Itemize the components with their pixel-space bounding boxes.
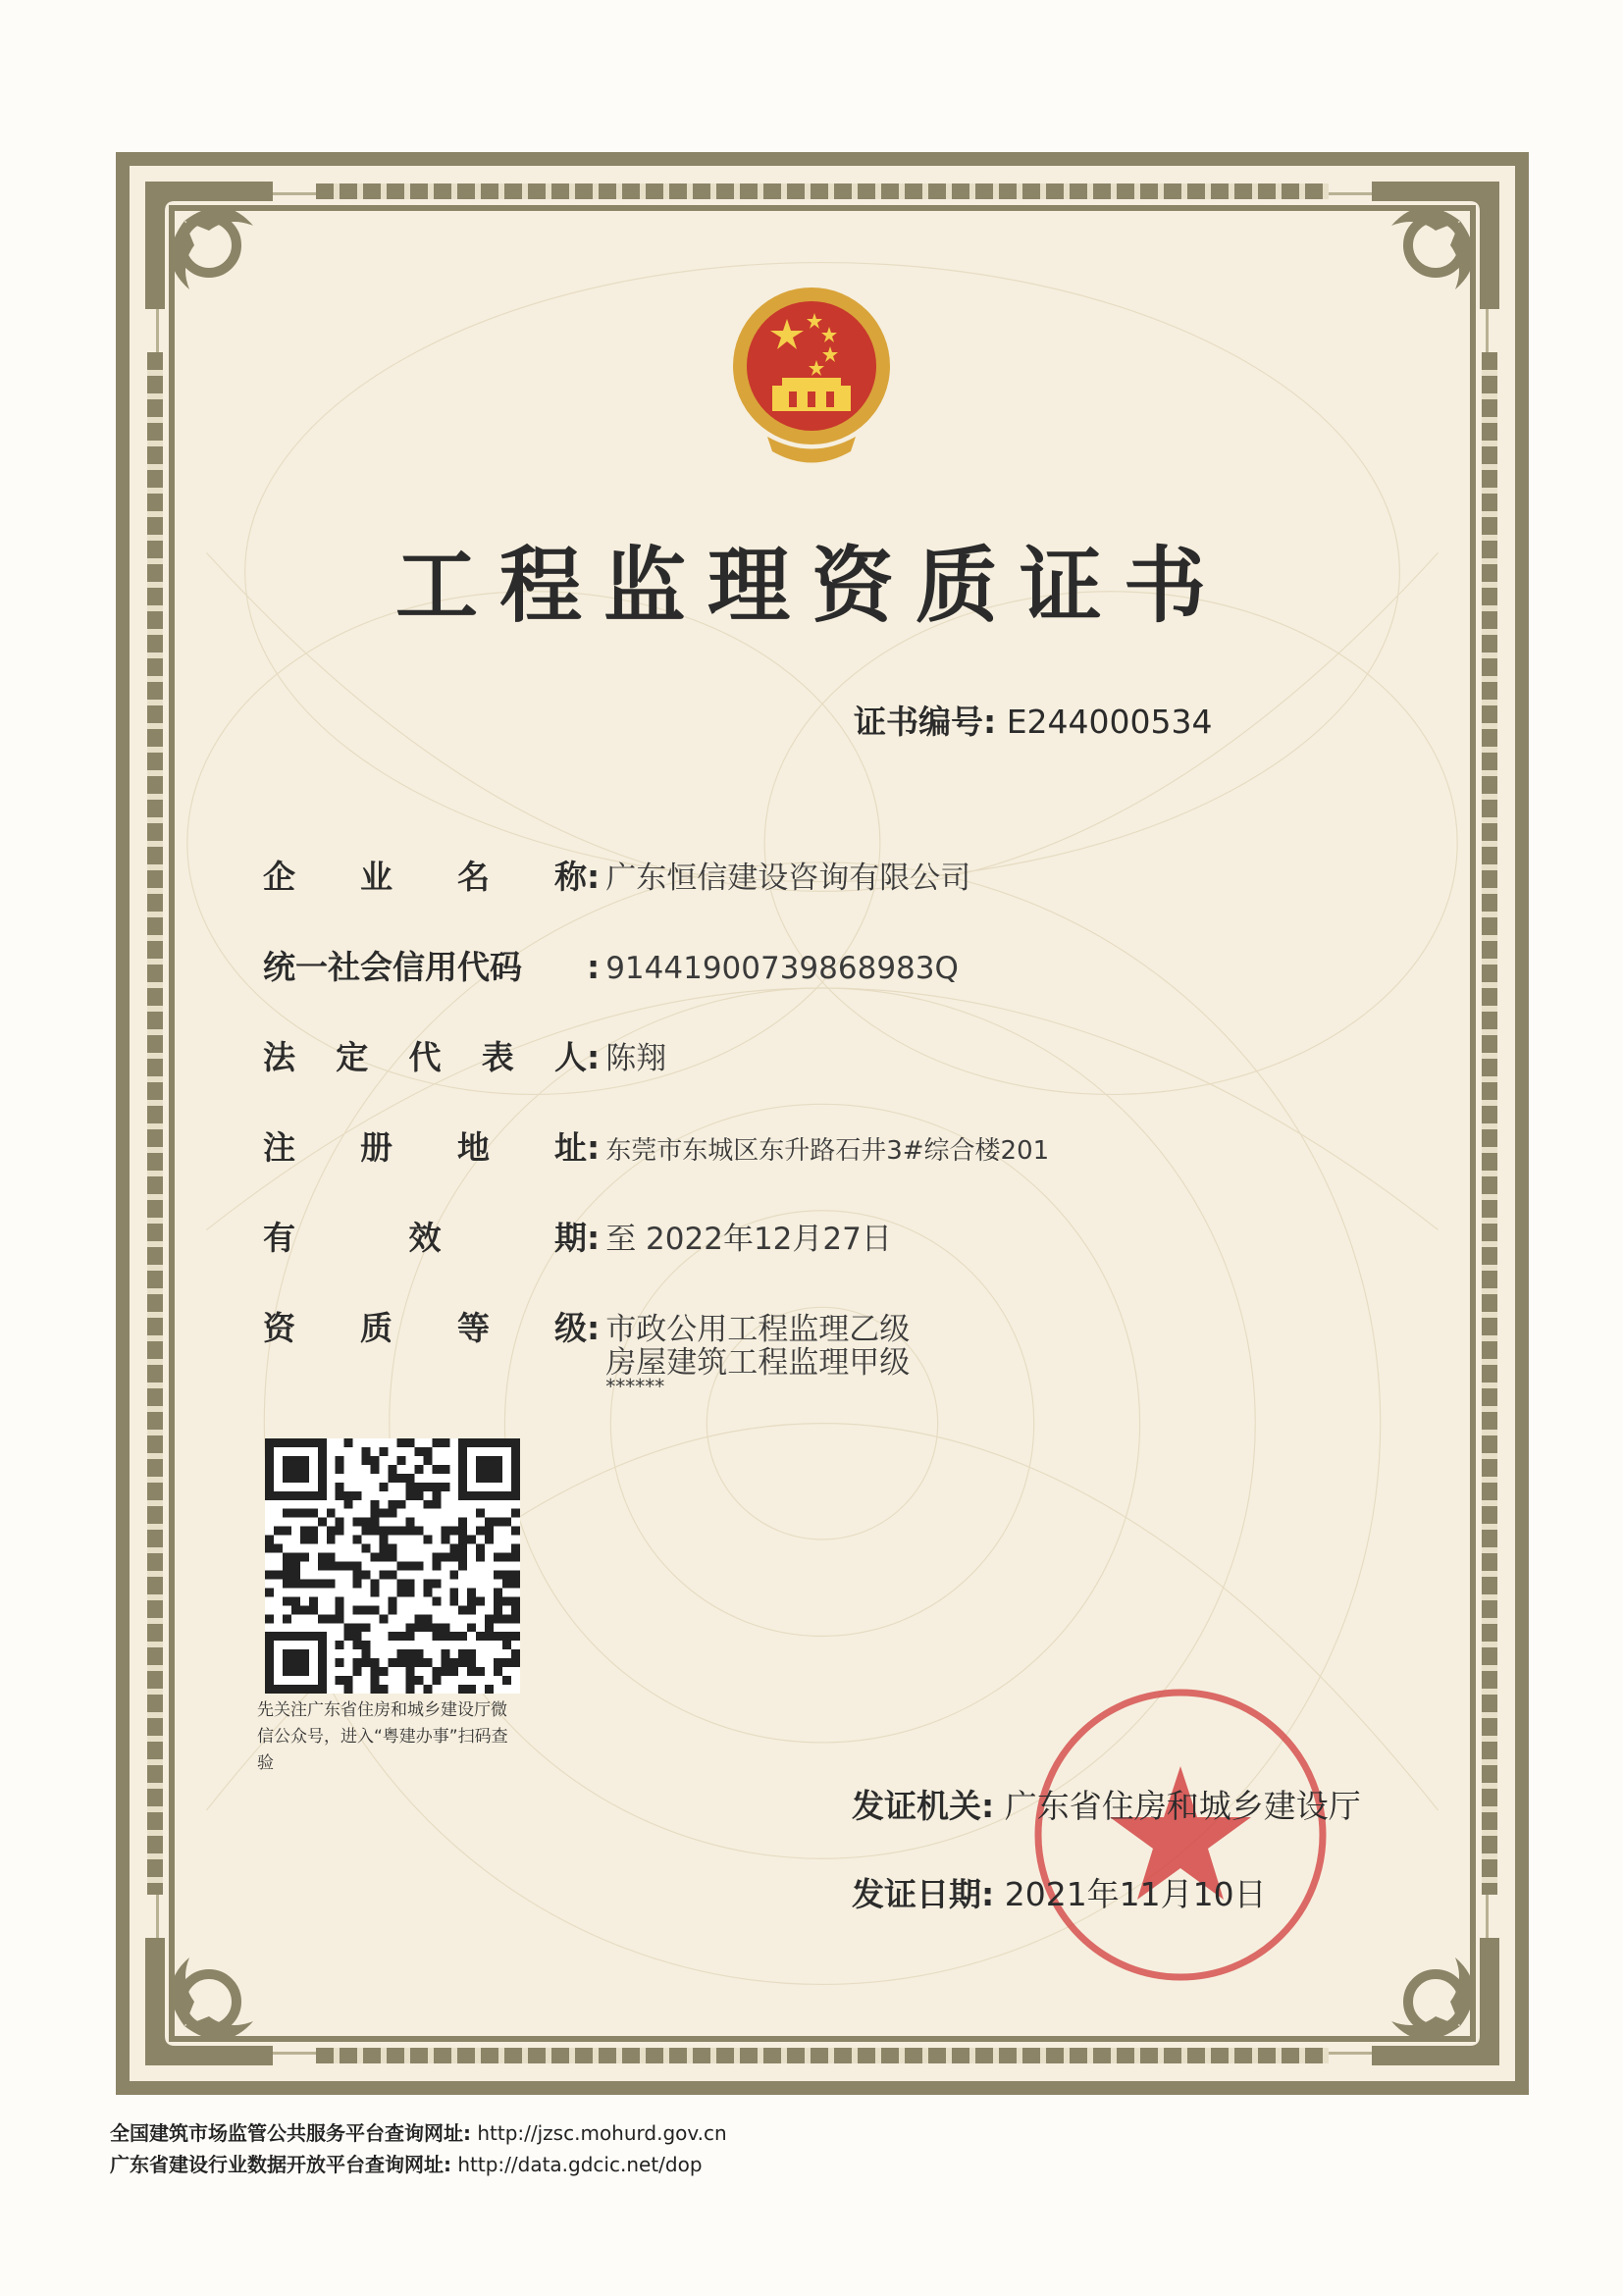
qualification-values [605,1312,911,1398]
national-emblem-icon [728,280,895,476]
field-credit-code: 统一社会信用代码 : 91441900739868983Q [263,942,959,988]
issuing-authority-label: 发证机关: [852,1787,995,1825]
footer-query-url: 广东省建设行业数据开放平台查询网址: http://data.gdcic.net/dop [110,2153,703,2176]
footer-query-url: 全国建筑市场监管公共服务平台查询网址: http://jzsc.mohurd.gov.cn [110,2121,727,2145]
corner-ornament-icon [1362,172,1509,319]
qr-instruction-text: 先关注广东省住房和城乡建设厅微信公众号，进入“粤建办事”扫码查验 [257,1700,508,1773]
field-label: 有 效 期 [263,1219,587,1257]
corner-ornament-icon [135,1928,283,2075]
field-label: 统一社会信用代码 [263,948,522,986]
footer-link[interactable]: http://data.gdcic.net/dop [457,2153,703,2176]
certificate-title: 工程监理资质证书 [394,538,1228,634]
field-value: 东莞市东城区东升路石井3#综合楼201 [605,1136,1050,1166]
qr-code-icon[interactable] [265,1438,520,1694]
border-band-bottom [316,2048,1329,2063]
field-value: 91441900739868983Q [605,951,959,986]
issuing-authority-value: 广东省住房和城乡建设厅 [1004,1787,1361,1825]
certificate-number [854,697,1213,743]
field-qualification: 资 质 等 级 : 市政公用工程监理乙级 房屋建筑工程监理甲级 ****** [263,1303,910,1393]
field-label: 资 质 等 级 [263,1309,587,1347]
field-label: 法 定 代 表 人 [263,1038,587,1076]
corner-ornament-icon [1362,1928,1509,2075]
field-company-name: 企 业 名 称 : 广东恒信建设咨询有限公司 [263,852,970,898]
qualification-line: 房屋建筑工程监理甲级 [605,1345,911,1381]
field-validity: 有 效 期 : 至 2022年12月27日 [263,1213,892,1259]
issue-date [852,1869,1267,1915]
issue-date-label: 发证日期: [852,1875,995,1913]
footer-link[interactable]: http://jzsc.mohurd.gov.cn [477,2121,727,2145]
qualification-terminator: ****** [605,1375,665,1398]
field-value: 广东恒信建设咨询有限公司 [605,861,971,896]
certificate-number-label: 证书编号: [854,703,997,741]
issue-date-value: 2021年11月10日 [1004,1875,1267,1913]
corner-ornament-icon [135,172,283,319]
certificate-number-value: E244000534 [1006,703,1213,741]
field-label: 企 业 名 称 [263,858,587,896]
field-label: 注 册 地 址 [263,1128,587,1167]
issuing-authority [852,1781,1361,1827]
official-seal-icon [1028,1683,1333,1987]
border-band-top [316,183,1329,199]
field-value: 陈翔 [605,1041,667,1076]
field-registered-address: 注 册 地 址 : 东莞市东城区东升路石井3#综合楼201 [263,1122,1049,1169]
qualification-line: 市政公用工程监理乙级 [605,1312,911,1347]
field-legal-representative: 法 定 代 表 人 : 陈翔 [263,1032,666,1078]
field-value: 至 2022年12月27日 [605,1222,892,1257]
